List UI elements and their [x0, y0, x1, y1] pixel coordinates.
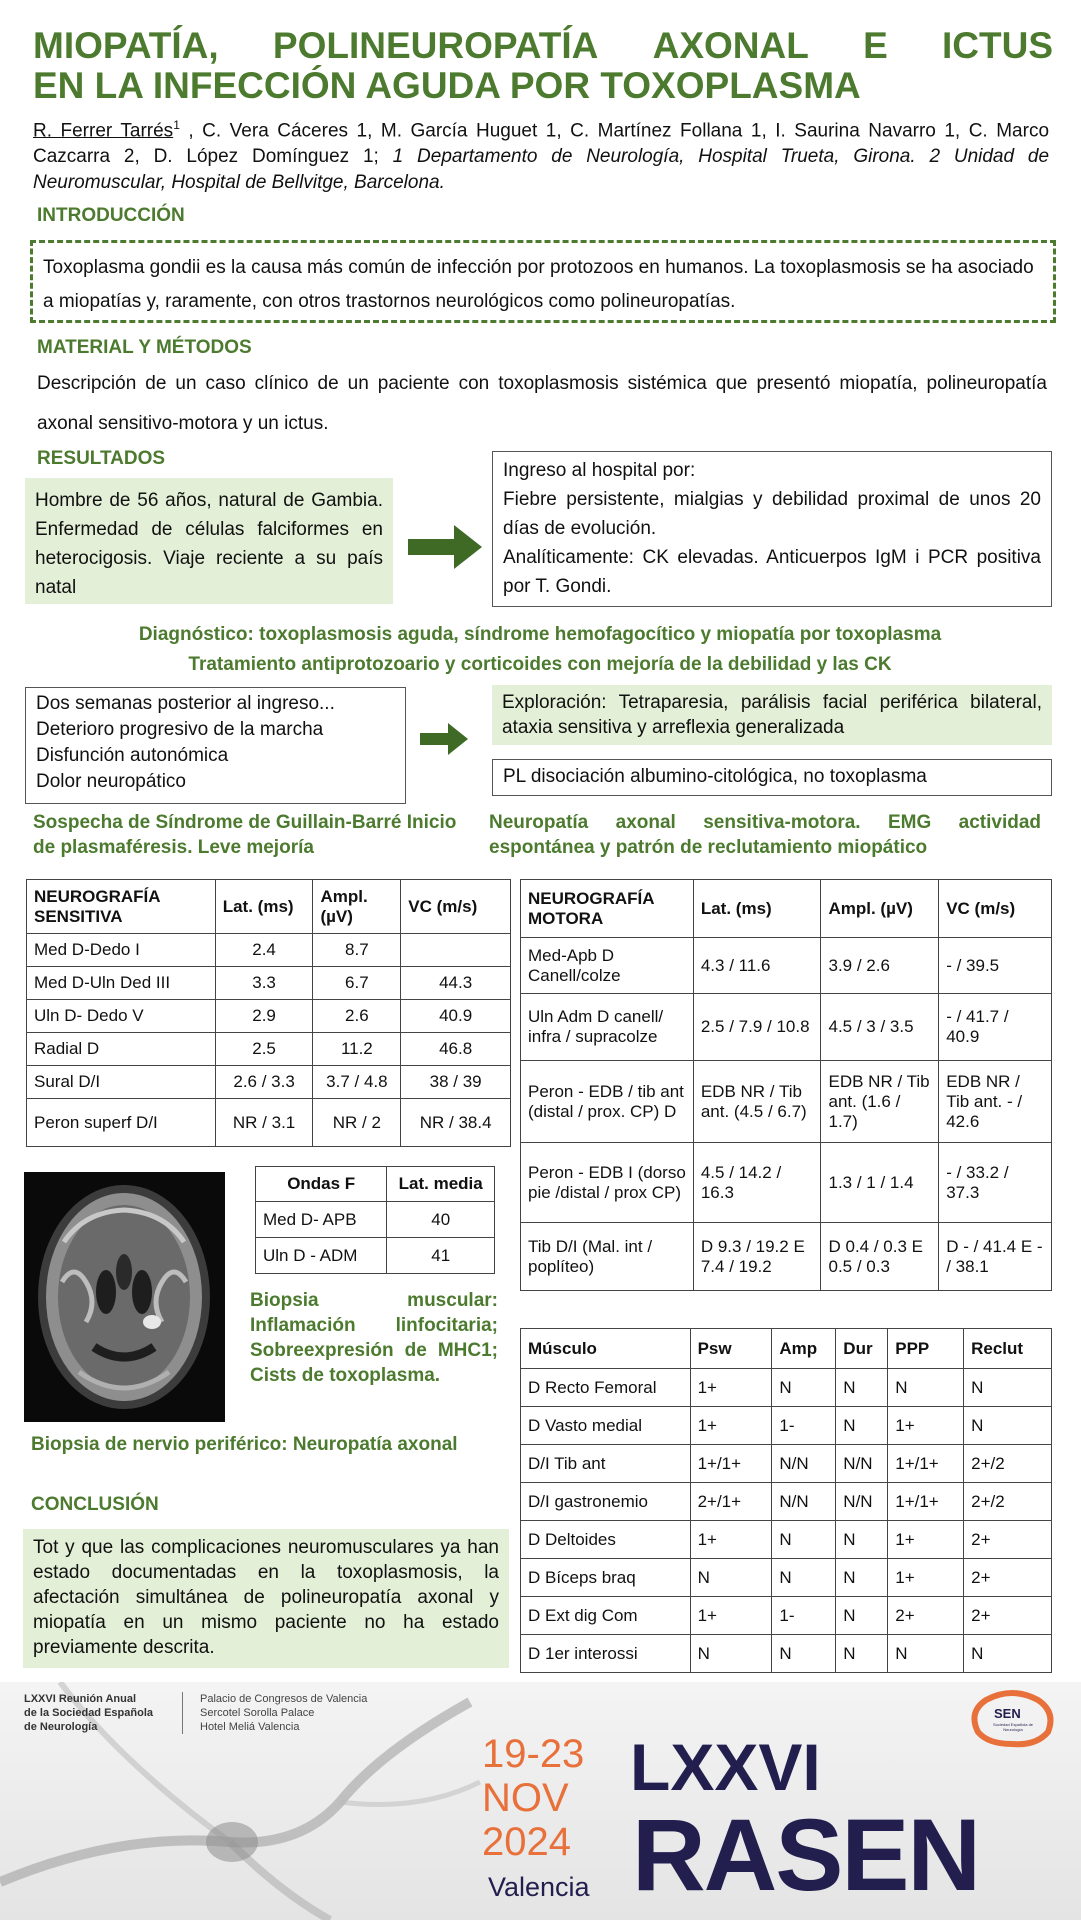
- table-cell: N/N: [836, 1445, 888, 1483]
- column-header: Psw: [690, 1329, 772, 1369]
- table-cell: 41: [387, 1238, 495, 1274]
- title-word: AXONAL: [652, 25, 809, 66]
- table-cell: Sural D/I: [27, 1066, 216, 1099]
- table-cell: N: [836, 1597, 888, 1635]
- table-cell: N: [772, 1559, 836, 1597]
- table-cell: 1+: [690, 1597, 772, 1635]
- poster-title: [33, 26, 1053, 106]
- table-cell: N/N: [836, 1483, 888, 1521]
- results-heading: RESULTADOS: [37, 448, 166, 469]
- column-header: Lat. (ms): [215, 880, 313, 934]
- table-cell: Peron superf D/I: [27, 1099, 216, 1147]
- title-word: ICTUS: [942, 25, 1053, 66]
- table-cell: 1+/1+: [690, 1445, 772, 1483]
- footer-org: [24, 1692, 153, 1734]
- table-cell: Uln Adm D canell/ infra / supracolze: [521, 994, 694, 1061]
- conclusion-heading: CONCLUSIÓN: [31, 1494, 159, 1515]
- table-cell: Med D-Uln Ded III: [27, 967, 216, 1000]
- gbs-suspicion: Sospecha de Síndrome de Guillain-Barré Inicio de plasmaféresis. Leve mejoría: [33, 812, 457, 858]
- conclusion-box: [23, 1529, 509, 1668]
- table-cell: 2.5: [215, 1033, 313, 1066]
- column-header: Lat. media: [387, 1167, 495, 1202]
- table-cell: D Ext dig Com: [521, 1597, 691, 1635]
- table-cell: 1+: [690, 1407, 772, 1445]
- table-row: [27, 967, 511, 1000]
- table-row: [256, 1238, 495, 1274]
- table-cell: Med D-Dedo I: [27, 934, 216, 967]
- table-row: [27, 1000, 511, 1033]
- table-cell: N: [690, 1635, 772, 1673]
- treatment: Tratamiento antiprotozoario y corticoides con mejoría de la debilidad y las CK: [188, 654, 892, 675]
- column-header: NEUROGRAFÍA MOTORA: [521, 880, 694, 938]
- table-cell: N/N: [772, 1483, 836, 1521]
- table-cell: 2.5 / 7.9 / 10.8: [693, 994, 821, 1061]
- table-cell: NR / 38.4: [401, 1099, 511, 1147]
- table-cell: 4.3 / 11.6: [693, 938, 821, 994]
- footer-month: NOV: [482, 1776, 569, 1820]
- table-cell: 1+: [690, 1369, 772, 1407]
- table-cell: - / 33.2 / 37.3: [939, 1143, 1052, 1223]
- table-cell: 2.6 / 3.3: [215, 1066, 313, 1099]
- column-header: PPP: [888, 1329, 964, 1369]
- table-row: [521, 1483, 1052, 1521]
- footer-venue-line-1: Palacio de Congresos de Valencia: [200, 1693, 368, 1705]
- footer-event-name: RASEN: [632, 1798, 980, 1912]
- table-cell: 38 / 39: [401, 1066, 511, 1099]
- table-cell: D - / 41.4 E - / 38.1: [939, 1223, 1052, 1291]
- table-cell: 6.7: [313, 967, 401, 1000]
- table-cell: Med-Apb D Canell/colze: [521, 938, 694, 994]
- table-cell: 2+: [964, 1559, 1052, 1597]
- brain-mri-image: [24, 1172, 225, 1422]
- table-row: [521, 1223, 1052, 1291]
- table-cell: N: [772, 1521, 836, 1559]
- other-authors: , C. Vera Cáceres 1, M. García Huguet 1, C. Martínez Follana 1, I. Saurina Navarro 1, C. Marco Cazcarra 2, D. López Domínguez 1;: [33, 120, 1050, 168]
- muscle-biopsy: Biopsia muscular: Inflamación linfocitaria; Sobreexpresión de MHC1; Cists de toxoplasma.: [250, 1290, 498, 1386]
- table-cell: N: [836, 1559, 888, 1597]
- table-cell: 1+: [888, 1521, 964, 1559]
- title-word: E: [863, 25, 888, 66]
- patient-text: Hombre de 56 años, natural de Gambia. Enfermedad de células falciformes en heterocigosis. Viaje reciente a su país natal: [35, 490, 383, 598]
- admission-box: [492, 451, 1052, 607]
- table-cell: N: [964, 1635, 1052, 1673]
- table-row: [521, 1445, 1052, 1483]
- conclusion-text: Tot y que las complicaciones neuromusculares ya han estado documentadas en la toxoplasmosis, la afectación simultánea de polineuropatía axonal y miopatía en un mismo paciente no ha estado previamente descrita.: [33, 1537, 499, 1658]
- affiliation-2: 2 Unidad de Neuromuscular, Hospital de Bellvitge, Barcelona.: [33, 146, 1050, 194]
- title-word: MIOPATÍA,: [33, 25, 219, 66]
- intro-box: [30, 240, 1056, 323]
- affiliation-1: 1 Departamento de Neurología, Hospital Trueta, Girona.: [392, 146, 916, 168]
- sensory-table: [26, 879, 511, 1147]
- table-cell: Peron - EDB / tib ant (distal / prox. CP) D: [521, 1061, 694, 1143]
- footer-days: 19-23: [482, 1732, 585, 1776]
- exploration-box: [492, 685, 1052, 745]
- exploration-text: Exploración: Tetraparesia, parálisis facial periférica bilateral, ataxia sensitiva y arreflexia generalizada: [502, 692, 1042, 738]
- table-cell: D Recto Femoral: [521, 1369, 691, 1407]
- table-cell: D/I gastronemio: [521, 1483, 691, 1521]
- footer-org-line-2: de la Sociedad Española: [24, 1707, 153, 1719]
- column-header: Reclut: [964, 1329, 1052, 1369]
- table-row: [521, 1521, 1052, 1559]
- methods-text: Descripción de un caso clínico de un paciente con toxoplasmosis sistémica que presentó miopatía, polineuropatía axonal sensitivo-motora y un ictus.: [37, 373, 1047, 434]
- neuropathy-finding: Neuropatía axonal sensitiva-motora. EMG actividad espontánea y patrón de reclutamiento miopático: [489, 812, 1041, 858]
- admission-line-2: Fiebre persistente, mialgias y debilidad proximal de unos 20 días de evolución.: [503, 489, 1041, 539]
- table-cell: 2+: [964, 1597, 1052, 1635]
- footer-venue-line-2: Sercotel Sorolla Palace: [200, 1707, 315, 1719]
- intro-text: Toxoplasma gondii es la causa más común de infección por protozoos en humanos. La toxoplasmosis se ha asociado a miopatías y, raramente, con otros trastornos neurológicos como polineuropatías.: [43, 257, 1034, 312]
- table-cell: Radial D: [27, 1033, 216, 1066]
- table-row: [521, 994, 1052, 1061]
- methods-heading: MATERIAL Y MÉTODOS: [37, 337, 252, 358]
- sen-logo-text: SEN: [994, 1706, 1021, 1721]
- evolution-box: [25, 687, 406, 804]
- table-cell: 2.6: [313, 1000, 401, 1033]
- table-row: [521, 1061, 1052, 1143]
- table-cell: Uln D- Dedo V: [27, 1000, 216, 1033]
- table-row: [521, 1369, 1052, 1407]
- table-row: [521, 1407, 1052, 1445]
- table-cell: 3.9 / 2.6: [821, 938, 939, 994]
- column-header: Músculo: [521, 1329, 691, 1369]
- footer-venue: [200, 1692, 367, 1734]
- table-cell: 2+: [888, 1597, 964, 1635]
- table-cell: N: [690, 1559, 772, 1597]
- table-row: [27, 934, 511, 967]
- table-cell: D Bíceps braq: [521, 1559, 691, 1597]
- table-header-row: [27, 880, 511, 934]
- table-row: [27, 1099, 511, 1147]
- table-cell: 1+: [888, 1407, 964, 1445]
- admission-line-1: Ingreso al hospital por:: [503, 460, 696, 481]
- table-header-row: [521, 880, 1052, 938]
- evolution-line-3: Disfunción autonómica: [36, 745, 229, 766]
- title-line-2: EN LA INFECCIÓN AGUDA POR TOXOPLASMA: [33, 65, 861, 106]
- fwave-table: [255, 1166, 495, 1274]
- table-cell: 2.9: [215, 1000, 313, 1033]
- evolution-line-4: Dolor neuropático: [36, 771, 186, 792]
- table-cell: 44.3: [401, 967, 511, 1000]
- table-cell: 3.7 / 4.8: [313, 1066, 401, 1099]
- admission-line-3: Analíticamente: CK elevadas. Anticuerpos IgM i PCR positiva por T. Gondi.: [503, 547, 1041, 597]
- table-cell: 11.2: [313, 1033, 401, 1066]
- table-cell: N: [836, 1635, 888, 1673]
- table-cell: 1.3 / 1 / 1.4: [821, 1143, 939, 1223]
- authors: [33, 112, 1049, 196]
- table-cell: N: [836, 1369, 888, 1407]
- table-cell: N: [964, 1407, 1052, 1445]
- column-header: Ampl. (µV): [313, 880, 401, 934]
- table-cell: D 1er interossi: [521, 1635, 691, 1673]
- table-cell: NR / 3.1: [215, 1099, 313, 1147]
- table-cell: 2+: [964, 1521, 1052, 1559]
- table-cell: 1+/1+: [888, 1483, 964, 1521]
- title-line-1: [33, 26, 1053, 66]
- table-cell: EDB NR / Tib ant. - / 42.6: [939, 1061, 1052, 1143]
- table-cell: N: [888, 1635, 964, 1673]
- column-header: Lat. (ms): [693, 880, 821, 938]
- table-cell: [401, 934, 511, 967]
- table-cell: EDB NR / Tib ant. (1.6 / 1.7): [821, 1061, 939, 1143]
- table-row: [27, 1033, 511, 1066]
- table-cell: N: [836, 1521, 888, 1559]
- column-header: Ondas F: [256, 1167, 387, 1202]
- evolution-line-1: Dos semanas posterior al ingreso...: [36, 693, 335, 714]
- motor-table: [520, 879, 1052, 1291]
- sen-logo-subtitle: Sociedad Española de Neurología: [992, 1722, 1034, 1732]
- table-cell: Uln D - ADM: [256, 1238, 387, 1274]
- footer-dates: [482, 1732, 584, 1864]
- footer-event-number: LXXVI: [630, 1730, 821, 1804]
- column-header: Ampl. (µV): [821, 880, 939, 938]
- column-header: NEUROGRAFÍA SENSITIVA: [27, 880, 216, 934]
- table-cell: 2+/1+: [690, 1483, 772, 1521]
- first-author-sup: 1: [173, 118, 180, 132]
- table-cell: N: [964, 1369, 1052, 1407]
- footer-city: Valencia: [488, 1872, 590, 1902]
- table-header-row: [256, 1167, 495, 1202]
- table-cell: 3.3: [215, 967, 313, 1000]
- footer-org-line-3: de Neurología: [24, 1721, 98, 1733]
- table-cell: D Vasto medial: [521, 1407, 691, 1445]
- table-cell: 4.5 / 14.2 / 16.3: [693, 1143, 821, 1223]
- table-cell: D Deltoides: [521, 1521, 691, 1559]
- table-cell: D/I Tib ant: [521, 1445, 691, 1483]
- table-cell: - / 39.5: [939, 938, 1052, 994]
- first-author: R. Ferrer Tarrés: [33, 120, 174, 142]
- column-header: VC (m/s): [401, 880, 511, 934]
- table-cell: Peron - EDB I (dorso pie /distal / prox CP): [521, 1143, 694, 1223]
- arrow-right-icon: [420, 723, 468, 755]
- table-cell: N: [772, 1635, 836, 1673]
- table-cell: N/N: [772, 1445, 836, 1483]
- column-header: Dur: [836, 1329, 888, 1369]
- diagnosis: Diagnóstico: toxoplasmosis aguda, síndrome hemofagocítico y miopatía por toxoplasma: [138, 624, 942, 645]
- table-cell: 1+/1+: [888, 1445, 964, 1483]
- pl-box: [492, 759, 1052, 796]
- table-cell: EDB NR / Tib ant. (4.5 / 6.7): [693, 1061, 821, 1143]
- footer-org-line-1: LXXVI Reunión Anual: [24, 1693, 137, 1705]
- table-cell: 2.4: [215, 934, 313, 967]
- table-row: [27, 1066, 511, 1099]
- column-header: Amp: [772, 1329, 836, 1369]
- table-row: [521, 1635, 1052, 1673]
- pl-text: PL disociación albumino-citológica, no toxoplasma: [503, 766, 927, 787]
- intro-heading: INTRODUCCIÓN: [37, 205, 185, 226]
- footer-divider: [182, 1692, 183, 1734]
- footer-venue-line-3: Hotel Meliá Valencia: [200, 1721, 300, 1733]
- table-cell: 40: [387, 1202, 495, 1238]
- table-row: [521, 1143, 1052, 1223]
- emg-table: [520, 1328, 1052, 1673]
- table-cell: D 0.4 / 0.3 E 0.5 / 0.3: [821, 1223, 939, 1291]
- table-cell: N: [888, 1369, 964, 1407]
- table-cell: 40.9: [401, 1000, 511, 1033]
- table-cell: 4.5 / 3 / 3.5: [821, 994, 939, 1061]
- table-row: [521, 1559, 1052, 1597]
- title-word: POLINEUROPATÍA: [272, 25, 599, 66]
- nerve-biopsy: Biopsia de nervio periférico: Neuropatía axonal: [31, 1434, 458, 1455]
- table-cell: 2+/2: [964, 1483, 1052, 1521]
- table-cell: Tib D/I (Mal. int / poplíteo): [521, 1223, 694, 1291]
- footer-year: 2024: [482, 1820, 571, 1864]
- column-header: VC (m/s): [939, 880, 1052, 938]
- table-row: [521, 1597, 1052, 1635]
- congress-banner: [0, 1682, 1081, 1920]
- table-cell: 8.7: [313, 934, 401, 967]
- table-cell: 1-: [772, 1597, 836, 1635]
- table-cell: 46.8: [401, 1033, 511, 1066]
- table-header-row: [521, 1329, 1052, 1369]
- table-cell: - / 41.7 / 40.9: [939, 994, 1052, 1061]
- table-cell: 1+: [690, 1521, 772, 1559]
- table-cell: NR / 2: [313, 1099, 401, 1147]
- table-cell: N: [836, 1407, 888, 1445]
- patient-box: [25, 478, 393, 604]
- table-cell: 2+/2: [964, 1445, 1052, 1483]
- table-cell: D 9.3 / 19.2 E 7.4 / 19.2: [693, 1223, 821, 1291]
- table-cell: Med D- APB: [256, 1202, 387, 1238]
- table-cell: 1+: [888, 1559, 964, 1597]
- table-row: [256, 1202, 495, 1238]
- table-cell: N: [772, 1369, 836, 1407]
- evolution-line-2: Deterioro progresivo de la marcha: [36, 719, 324, 740]
- table-row: [521, 938, 1052, 994]
- table-cell: 1-: [772, 1407, 836, 1445]
- arrow-right-icon: [408, 525, 482, 569]
